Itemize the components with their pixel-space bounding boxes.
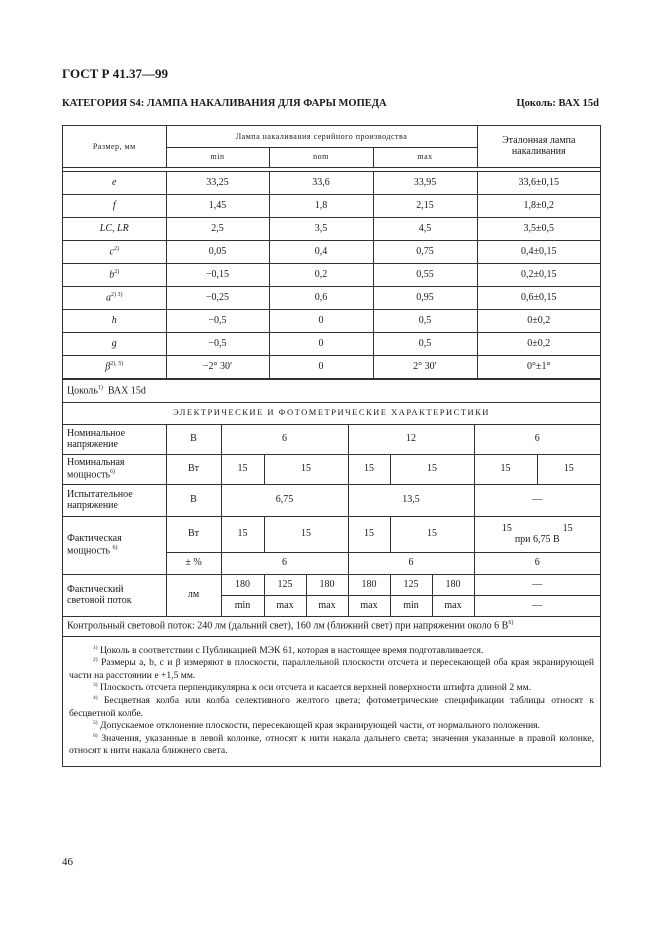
dimension-row	[63, 240, 600, 263]
flux-val-5: 125	[390, 574, 432, 595]
dimension-param-text: g	[111, 337, 117, 349]
header-nom: nom	[269, 147, 373, 167]
footnote-mark: 3)	[93, 682, 98, 689]
dimension-ref: 33,6±0,15	[477, 171, 600, 194]
actual-power-ref	[474, 516, 600, 552]
footnote-mark: 4)	[93, 694, 98, 701]
control-flux-sup: 6)	[508, 620, 514, 627]
cap-row-value: ВАХ 15d	[107, 384, 146, 396]
dimension-param-text: β	[105, 360, 111, 372]
page-number: 46	[62, 856, 73, 868]
control-flux-row	[63, 616, 600, 636]
dimension-param-text: a	[106, 291, 111, 303]
dimension-param	[63, 240, 166, 263]
actual-power-tol-2: 6	[348, 552, 474, 574]
header-size: Размер, мм	[63, 126, 166, 167]
rated-power-sup: 6)	[110, 468, 115, 475]
header-reference: Эталонная лампа накаливания	[477, 126, 600, 167]
cap-row-sup: 1)	[97, 384, 103, 391]
flux-val-2: 125	[264, 574, 306, 595]
flux-val-6: 180	[432, 574, 474, 595]
dimension-param-text: LC, LR	[99, 222, 129, 234]
rated-power-val-4: 15	[390, 454, 474, 484]
dimension-min: 2,5	[166, 217, 269, 240]
dimension-max: 2,15	[373, 194, 477, 217]
test-voltage-v3: —	[474, 484, 600, 516]
dimension-max: 2° 30′	[373, 355, 477, 378]
dimension-max: 4,5	[373, 217, 477, 240]
flux-limit-1: min	[221, 595, 264, 616]
dimension-max: 0,95	[373, 286, 477, 309]
rated-power-unit: Вт	[166, 454, 221, 484]
actual-power-tol-1: 6	[221, 552, 348, 574]
actual-power-sup: 6)	[112, 544, 118, 551]
dimension-min: −0,5	[166, 309, 269, 332]
dimension-param	[63, 171, 166, 194]
actual-power-val-1: 15	[221, 516, 264, 552]
flux-limit-3: max	[306, 595, 348, 616]
dimension-param-text: c	[109, 245, 114, 257]
dimension-param-sup: 2), 5)	[110, 360, 124, 367]
actual-power-val-4: 15	[390, 516, 474, 552]
dimension-max: 0,55	[373, 263, 477, 286]
dimension-row	[63, 286, 600, 309]
rated-power-val-3: 15	[348, 454, 390, 484]
footnote-mark: 5)	[93, 720, 98, 727]
actual-power-ref-val-1: 15	[501, 522, 512, 534]
spec-frame	[62, 125, 601, 767]
actual-power-tol-3: 6	[474, 552, 600, 574]
footnote	[69, 657, 594, 682]
footnote	[69, 733, 594, 758]
flux-ref-1: —	[474, 574, 600, 595]
luminous-flux-unit: лм	[166, 574, 221, 616]
rated-power-val-6: 15	[537, 454, 600, 484]
dimension-min: 33,25	[166, 171, 269, 194]
actual-power-unit: Вт	[166, 516, 221, 552]
dimension-nom: 0	[269, 309, 373, 332]
footnote-text: Допускаемое отклонение плоскости, пересекающей края экранирующей части, от нормального положения.	[100, 720, 540, 732]
dimension-nom: 3,5	[269, 217, 373, 240]
dimension-min: 1,45	[166, 194, 269, 217]
dimension-row	[63, 309, 600, 332]
footnote-text: Бесцветная колба или колба селективного желтого цвета; фотометрические спецификации таблицы относят к бесцветной колбе.	[69, 695, 594, 719]
cap-row	[63, 379, 600, 402]
dimension-param	[63, 309, 166, 332]
actual-power-label	[63, 516, 166, 574]
document-code: ГОСТ Р 41.37—99	[62, 66, 168, 81]
flux-limit-4: max	[348, 595, 390, 616]
rated-voltage-unit: В	[166, 424, 221, 454]
dimensions-table	[63, 126, 600, 379]
section-title: ЭЛЕКТРИЧЕСКИЕ И ФОТОМЕТРИЧЕСКИЕ ХАРАКТЕРИСТИКИ	[63, 402, 600, 424]
header-min: min	[166, 147, 269, 167]
rated-power-val-1: 15	[221, 454, 264, 484]
control-flux-text: Контрольный световой поток: 240 лм (дальний свет), 160 лм (ближний свет) при напряжении около 6 В	[67, 620, 509, 632]
dimension-nom: 0,6	[269, 286, 373, 309]
dimension-row	[63, 194, 600, 217]
dimension-min: −0,25	[166, 286, 269, 309]
dimension-max: 0,75	[373, 240, 477, 263]
dimension-nom: 0	[269, 355, 373, 378]
dimension-param-sup: 2)	[113, 245, 119, 252]
flux-val-3: 180	[306, 574, 348, 595]
dimension-row	[63, 171, 600, 194]
actual-power-tol-unit: ± %	[166, 552, 221, 574]
dimension-ref: 0,2±0,15	[477, 263, 600, 286]
rated-voltage-v2: 12	[348, 424, 474, 454]
flux-ref-2: —	[474, 595, 600, 616]
dimension-nom: 0,2	[269, 263, 373, 286]
dimension-row	[63, 355, 600, 378]
dimension-param	[63, 194, 166, 217]
actual-power-val-3: 15	[348, 516, 390, 552]
electrical-table	[63, 379, 600, 637]
dimension-param-text: h	[111, 314, 117, 326]
footnote-text: Цоколь в соответствии с Публикацией МЭК 61, которая в настоящее время подготавливается.	[100, 644, 484, 656]
test-voltage-v2: 13,5	[348, 484, 474, 516]
actual-power-ref-val-2: 15	[562, 522, 573, 534]
rated-power-label	[63, 454, 166, 484]
dimension-param-sup: 2) 3)	[111, 291, 123, 298]
cap-row-label: Цоколь	[67, 384, 98, 396]
actual-power-ref-note: при 6,75 В	[514, 534, 560, 545]
test-voltage-unit: В	[166, 484, 221, 516]
dimension-nom: 33,6	[269, 171, 373, 194]
dimension-param-text: e	[112, 176, 117, 188]
flux-limit-5: min	[390, 595, 432, 616]
footnote-mark: 2)	[93, 657, 98, 664]
footnote-mark: 6)	[93, 732, 98, 739]
category-heading	[62, 98, 599, 109]
luminous-flux-label: Фактический световой поток	[63, 574, 166, 616]
dimension-min: −0,15	[166, 263, 269, 286]
dimension-max: 33,95	[373, 171, 477, 194]
flux-limit-6: max	[432, 595, 474, 616]
rated-voltage-v3: 6	[474, 424, 600, 454]
rated-power-label-text: Номинальная мощность	[67, 457, 125, 481]
dimension-row	[63, 217, 600, 240]
actual-power-val-2: 15	[264, 516, 348, 552]
dimension-nom: 0	[269, 332, 373, 355]
dimension-param	[63, 332, 166, 355]
dimension-min: −2° 30′	[166, 355, 269, 378]
footnotes	[63, 637, 600, 766]
footnote-text: Плоскость отсчета перпендикулярна к оси отсчета и касается верхней поверхности штифта длиной 2 мм.	[100, 682, 532, 694]
footnote	[69, 720, 594, 733]
dimension-min: 0,05	[166, 240, 269, 263]
test-voltage-label: Испытательное напряжение	[63, 484, 166, 516]
rated-power-val-5: 15	[474, 454, 537, 484]
rated-voltage-label: Номинальное напряжение	[63, 424, 166, 454]
dimension-ref: 3,5±0,5	[477, 217, 600, 240]
footnote-mark: 1)	[93, 644, 98, 651]
flux-val-4: 180	[348, 574, 390, 595]
dimension-ref: 0±0,2	[477, 332, 600, 355]
dimension-param-sup: 2)	[114, 268, 120, 275]
rated-voltage-v1: 6	[221, 424, 348, 454]
footnote-text: Значения, указанные в левой колонке, относят к нити накала дальнего света; значения указанные в правой колонке, относят к нити накала ближнего света.	[69, 732, 594, 757]
dimension-param	[63, 263, 166, 286]
rated-power-val-2: 15	[264, 454, 348, 484]
dimension-param-text: f	[112, 199, 116, 211]
dimension-ref: 0,6±0,15	[477, 286, 600, 309]
dimension-min: −0,5	[166, 332, 269, 355]
dimension-ref: 0°±1°	[477, 355, 600, 378]
dimension-max: 0,5	[373, 332, 477, 355]
dimension-param	[63, 217, 166, 240]
actual-power-label-text: Фактическая мощность	[67, 533, 122, 557]
dimension-param	[63, 286, 166, 309]
header-serial: Лампа накаливания серийного производства	[166, 126, 477, 147]
dimension-row	[63, 332, 600, 355]
header-max: max	[373, 147, 477, 167]
dimension-param	[63, 355, 166, 378]
dimension-param-text: b	[109, 268, 115, 280]
footnote	[69, 695, 594, 720]
dimension-ref: 0±0,2	[477, 309, 600, 332]
flux-val-1: 180	[221, 574, 264, 595]
footnote	[69, 682, 594, 695]
footnote-text: Размеры a, b, c и β измеряют в плоскости, параллельной плоскости отсчета и пересекающей оба края экранирующей части на расстоянии e +1,5 мм.	[69, 657, 595, 681]
dimension-max: 0,5	[373, 309, 477, 332]
dimension-nom: 0,4	[269, 240, 373, 263]
category-title: КАТЕГОРИЯ S4: ЛАМПА НАКАЛИВАНИЯ ДЛЯ ФАРЫ МОПЕДА	[62, 98, 387, 109]
test-voltage-v1: 6,75	[221, 484, 348, 516]
dimension-ref: 1,8±0,2	[477, 194, 600, 217]
cap-label: Цоколь: ВАХ 15d	[516, 98, 599, 109]
dimension-row	[63, 263, 600, 286]
flux-limit-2: max	[264, 595, 306, 616]
dimension-nom: 1,8	[269, 194, 373, 217]
footnote	[69, 645, 594, 658]
dimension-ref: 0,4±0,15	[477, 240, 600, 263]
